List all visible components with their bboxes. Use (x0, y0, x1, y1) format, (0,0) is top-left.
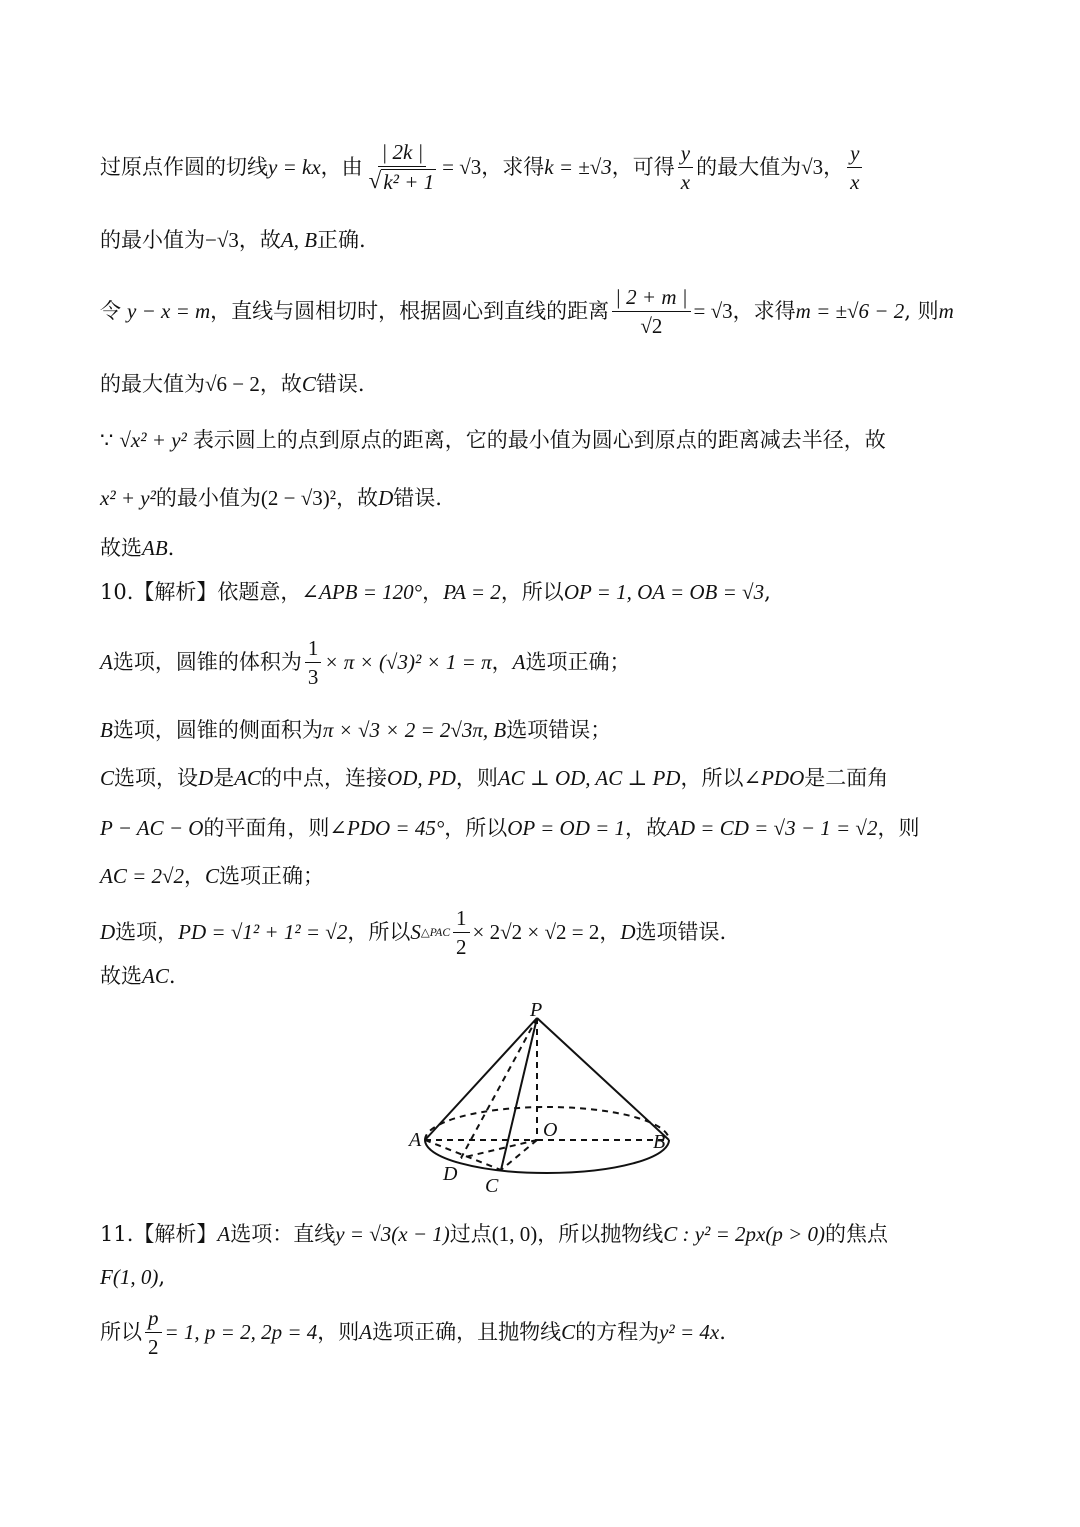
solution-line-3 (100, 285, 954, 338)
fraction-denominator: 2 (456, 935, 467, 960)
math: D (378, 486, 394, 510)
math: PA = 2 (443, 580, 501, 604)
math: P − AC − O (100, 816, 204, 840)
text: ，所以抛物线 (537, 1222, 664, 1246)
label-P: P (530, 1000, 543, 1021)
fraction-numerator: y (678, 141, 693, 168)
text: 选项， (115, 920, 179, 945)
label-D: D (443, 1163, 458, 1185)
math: √3 (801, 154, 824, 179)
math: k = ±√3 (544, 154, 612, 179)
math: C (205, 864, 220, 888)
label-A: A (409, 1129, 422, 1151)
text: 是二面角 (804, 766, 889, 790)
math: AC = 2√2 (100, 864, 185, 888)
math: C (100, 766, 115, 790)
solution-line-17 (100, 1265, 165, 1290)
text: , 则 (904, 299, 939, 324)
math: D (100, 920, 116, 945)
text: 选项错误. (635, 920, 727, 945)
text: ，所以 (444, 816, 508, 840)
text: 的最大值为 (100, 372, 205, 396)
fraction (847, 141, 862, 194)
math: AD = CD = √3 − 1 = √2 (667, 816, 878, 840)
math: F(1, 0) (100, 1265, 159, 1289)
math: y = kx (268, 154, 321, 179)
fraction (678, 141, 693, 194)
math: π × √3 × 2 = 2√3π, B (322, 718, 507, 742)
fraction-denominator: 2 (148, 1335, 159, 1360)
math: ∠PDO (743, 766, 805, 790)
fraction-denominator: x (850, 169, 860, 194)
text: 所以 (100, 1320, 142, 1345)
label-B: B (653, 1131, 666, 1153)
text: ，求得 (481, 154, 545, 179)
text: 错误. (393, 486, 442, 510)
fraction-numerator: | 2k | (378, 140, 426, 167)
fraction-numerator: 1 (305, 636, 322, 663)
math: S (410, 920, 421, 945)
fraction-numerator: p (145, 1306, 162, 1333)
math: AB (142, 536, 168, 560)
text: , (764, 580, 771, 604)
text: 过点 (449, 1222, 492, 1246)
fraction-denominator (366, 167, 439, 194)
solution-line-4 (100, 372, 365, 397)
math: OP = OD = 1 (507, 816, 626, 840)
math: y − x = m (127, 299, 211, 324)
solution-line-18 (100, 1306, 726, 1359)
math: A (359, 1320, 373, 1345)
math: × π × (√3)² × 1 = π (324, 650, 492, 675)
solution-line-5 (100, 428, 886, 453)
math: √6 − 2 (205, 372, 260, 396)
text: 故选 (100, 964, 142, 988)
text: 的最小值为 (155, 486, 261, 510)
math: = √3 (442, 154, 482, 179)
fraction-numerator: 1 (453, 906, 470, 933)
text: ，则 (317, 1320, 360, 1345)
math: C (561, 1320, 576, 1345)
fraction-numerator: | 2 + m | (612, 285, 690, 312)
text: ，所以 (500, 580, 564, 604)
text: 选项，圆锥的侧面积为 (112, 718, 323, 742)
math: AC (142, 964, 169, 988)
text: 故选 (100, 536, 142, 560)
solution-line-1 (100, 140, 865, 194)
text: 的最小值为 (100, 228, 205, 252)
text: ，直线与圆相切时，根据圆心到直线的距离 (210, 299, 610, 324)
text: 选项正确； (219, 864, 325, 888)
text: 错误. (315, 372, 365, 396)
math: C (301, 372, 316, 396)
math: (1, 0) (491, 1222, 538, 1246)
text: . (168, 964, 176, 988)
math: m = ±√6 − 2 (795, 299, 905, 324)
fraction (305, 636, 322, 689)
fraction-numerator: y (847, 141, 862, 168)
text: ，所以 (680, 766, 744, 790)
solution-line-14: D 选项， PD = √1² + 1² = √2 ，所以 S △PAC $\frac{1}{2}$ × 2√2 × √2 = 2 ， D 选项错误. (100, 906, 727, 960)
math: A (100, 650, 113, 675)
math: m (938, 299, 954, 324)
text: ， (599, 920, 621, 945)
math: B (100, 718, 113, 742)
edge-PA (425, 1018, 537, 1140)
solution-line-10 (100, 718, 611, 743)
text: 选项正确，且抛物线 (372, 1320, 562, 1345)
math: PD = √1² + 1² = √2 (178, 920, 348, 945)
text: 选项，圆锥的体积为 (112, 650, 302, 675)
text: 选项：直线 (230, 1222, 336, 1246)
text: ，故 (259, 372, 302, 396)
text: 选项，设 (114, 766, 199, 790)
radicand: k² + 1 (383, 170, 435, 195)
fraction-denominator: 3 (307, 665, 319, 690)
math: OD, PD (387, 766, 456, 790)
fraction (145, 1306, 162, 1359)
text: ，故 (336, 486, 379, 510)
math: A (217, 1222, 231, 1246)
math: √x² + y² (119, 428, 187, 452)
text: . (719, 1320, 726, 1345)
math: AC ⊥ OD, AC ⊥ PD (497, 766, 681, 790)
math: y² = 4x (659, 1320, 720, 1345)
text: ，可得 (611, 154, 675, 179)
label-C: C (485, 1175, 499, 1197)
text: 正确. (317, 228, 366, 252)
solution-line-6 (100, 486, 442, 511)
math: (2 − √3)² (260, 486, 337, 510)
text: ，由 (320, 154, 363, 179)
cone-figure (405, 1000, 675, 1200)
solution-line-15 (100, 964, 176, 989)
text: 的最大值为 (696, 154, 802, 179)
fraction-denominator: √2 (640, 314, 663, 339)
fraction (453, 906, 470, 959)
math: x² + y² (100, 486, 156, 510)
math: ∠APB = 120° (301, 580, 423, 604)
math: A, B (280, 228, 318, 252)
solution-line-12 (100, 816, 919, 841)
text: 选项正确； (525, 650, 631, 675)
solution-line-13 (100, 864, 324, 889)
radical-sign: √ (368, 167, 382, 194)
text: , (158, 1265, 166, 1289)
text: ， (422, 580, 444, 604)
text: 是 (213, 766, 235, 790)
math: A (512, 650, 526, 675)
math: C : y² = 2px(p > 0) (663, 1222, 825, 1246)
text: ， (491, 650, 513, 675)
math: D (620, 920, 636, 945)
text: ， (823, 154, 845, 179)
math: ∠PDO = 45° (329, 816, 445, 840)
math: OP = 1, OA = OB = √3 (563, 580, 765, 604)
solution-line-16 (100, 1222, 888, 1247)
math: × 2√2 × √2 = 2 (472, 920, 600, 945)
text: ，故 (238, 228, 281, 252)
text: 的中点，连接 (261, 766, 388, 790)
math: D (198, 766, 214, 790)
text: . (167, 536, 175, 560)
text: 过原点作圆的切线 (100, 154, 268, 179)
text: 10.【解析】依题意， (100, 580, 302, 604)
edge-PC (501, 1018, 537, 1170)
text: ，则 (877, 816, 920, 840)
solution-line-7 (100, 536, 174, 561)
text: 的平面角，则 (203, 816, 330, 840)
text: ，故 (625, 816, 668, 840)
text: 的焦点 (825, 1222, 888, 1246)
solution-line-11 (100, 766, 888, 791)
text: 11.【解析】 (100, 1222, 218, 1246)
text: ，则 (455, 766, 498, 790)
label-O: O (543, 1119, 558, 1141)
math: y = √3(x − 1) (335, 1222, 450, 1246)
solution-line-2 (100, 228, 366, 253)
fraction (612, 285, 690, 338)
solution-line-8 (100, 580, 771, 605)
text: 令 (100, 299, 121, 324)
math: = 1, p = 2, 2p = 4 (164, 1320, 318, 1345)
math: = √3 (693, 299, 733, 324)
fraction (366, 140, 439, 194)
text: ， (184, 864, 206, 888)
because-symbol: ∵ (100, 428, 114, 452)
text: ，求得 (732, 299, 796, 324)
text: 表示圆上的点到原点的距离，它的最小值为圆心到原点的距离减去半径，故 (192, 428, 886, 452)
fraction-denominator: x (680, 169, 691, 194)
text: 的方程为 (575, 1320, 660, 1345)
math: AC (234, 766, 262, 790)
text: 选项错误； (506, 718, 612, 742)
text: ，所以 (347, 920, 411, 945)
math: −√3 (205, 228, 239, 252)
solution-line-9 (100, 636, 630, 689)
